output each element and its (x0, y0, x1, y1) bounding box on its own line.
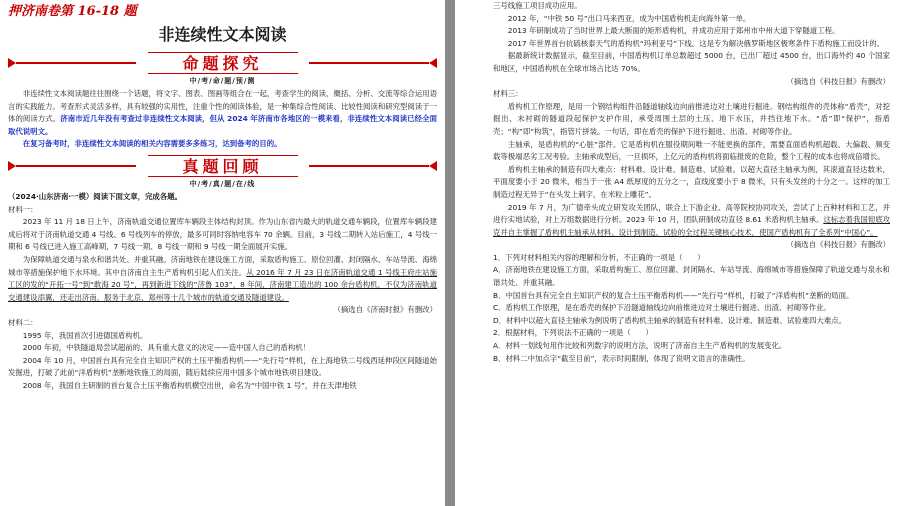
question-1-option: C．盾构机工作原理，是在盾壳的保护下沿隧道轴线边向前推进边对土壤进行掘进、出渣、衬砌等作业。 (493, 303, 831, 313)
banner-left-line (16, 165, 136, 167)
intro-text: 非连续性文本阅读题往往围绕一个话题，将文字、图表、图画等组合在一起，考查学生的阅读、概括、分析、交流等综合运用语言的实践能力。考查形式灵活多样，具有较强的实用性，注重个性的阅读体验，是一种集综合性阅读、比较性阅读和研究型阅读于一体的阅读方式。 (8, 89, 437, 124)
question-2-option: A．材料一划线句用作比较和列数字的说明方法，说明了济南自主生产盾构机的发展变化。 (493, 341, 787, 351)
material-2-line: 2008 年，我国自主研制的首台复合土压平衡盾构机横空出世，命名为“中国中铁 1 号”，并在天津地铁 (22, 380, 357, 390)
page-title: 非连续性文本阅读 (158, 25, 287, 44)
material-1-text: 为保障轨道交通与泉水和谐共处、并重其融。济南地铁在建设施工方面，采取盾构施工、原位回灌、封闭隔水、车站导流、海绵城市等措施保护地下水环境。其中自济南自主生产盾构机引起人们关注。 (8, 254, 437, 277)
banner-subtitle: 中/考/命/题/预/测 (189, 77, 256, 85)
left-page (0, 0, 445, 506)
material-3-underlined: 这标志着我国彻底攻克并自主掌握了盾构机主轴承从材料、设计到制造、试验的全过程关键核心技术，使国产盾构机有了全系列“中国心”。 (493, 215, 890, 237)
question-1-option: A．济南地铁在建设施工方面，采取盾构施工、原位回灌、封闭隔水、车站导流、海绵城市等措施保障了轨道交通与泉水和谐共处、并重其融。 (493, 265, 890, 288)
right-page (455, 0, 900, 506)
banner-right-line (309, 62, 429, 64)
material-2-line: 据最新统计数据显示，截至目前，中国盾构机订单总数超过 5000 台，已出厂超过 4500 台，出口海外约 40 个国家和地区，中国盾构机在全球市场占比达 70%。 (493, 51, 890, 73)
material-1-paragraph: 2023 年 11 月 18 日上午，济南轨道交通位置库车辆段主体结构封顶。作为山东省内最大的轨道交通车辆段，位置库车辆段建成后将对于济南轨道交通 4 号线、6 号线列车的停放，最多可同时容纳电容车 70 余辆。目前，3 号线二期转入站后施工，4 号线一期和 6 号线已进入施工高峰期，7 号线一期、8 号线一期和 9 号线一期全面展开实施。 (8, 217, 437, 252)
material-2-line: 1995 年，我国首次引进德国盾构机。 (22, 330, 148, 340)
material-3-paragraph: 盾构机工作原理，是用一个钢结构组件沿隧道轴线边向前推进边对土壤进行掘进。钢结构组件的壳体称“盾壳”，对挖掘出、未衬砌的隧道段起保护支护作用，承受周围土层的土压、地下水压，并挡住地下水。“盾”即“保护”，指盾壳；“构”即“构筑”，指管片拼装。一句话，即在盾壳的保护下进行掘进、出渣、衬砌等作业。 (493, 101, 890, 136)
banner-left-arrow (8, 161, 16, 171)
material-2-line: 三号线施工项目成功应用。 (493, 1, 582, 10)
material-3-paragraph: 主轴承，是盾构机的“心脏”部件。它是盾构机在服役期间唯一不能更换的部件，需要直面盾构机超载、大偏载、频变载等极端恶劣工况考验。主轴承成型后，一旦损坏，上亿元的盾构机将面临报废的危险，整个工程的成本也将成倍增长。 (493, 139, 890, 162)
banner-subtitle: 中/考/真/题/在/线 (189, 179, 256, 188)
material-3-paragraph: 盾构机主轴承的制造有四大难点：材料难、设计难、制造难、试验难。以超大直径主轴承为例，其滚道直径达数米，平面度要小于 20 微米，相当于一张 A4 纸厚度的五分之一，直线度要小于 8 微米，只有头发丝的十分之一。这样的加工制造过程无异于“在头发上刺字，在米粒上雕花”。 (493, 164, 890, 199)
material-1-label: 材料一： (8, 204, 38, 214)
material-2-line: 2013 年研制成功了当时世界上最大断面的矩形盾构机，并成功应用于郑州市中州大道下穿隧道工程。 (507, 26, 840, 36)
banner-title: 命题探究 (148, 52, 298, 74)
intro-advice: 在复习备考时，非连续性文本阅读的相关内容需要多多练习，达到备考的目的。 (22, 139, 282, 149)
banner-right-arrow (429, 161, 437, 171)
banner-title: 真题回顾 (148, 155, 298, 177)
material-2-line: 2017 年世界首台抗硫核泰天气的盾构机“玛利亚号”下线。这是专为解决俄罗斯地区极寒条件下盾构施工而设计的。 (507, 38, 884, 48)
material-3-source: （摘选自《科技日报》有删改） (786, 240, 890, 250)
question-1-option: B．中国首台具有完全自主知识产权的复合土压平衡盾构机——“先行号”样机，打破了“洋盾构机”垄断的局面。 (493, 290, 854, 300)
material-2-line: 2012 年，“中铁 50 号”出口马来西亚，成为中国盾构机走向海外第一单。 (507, 13, 751, 23)
banner-proposition (8, 52, 437, 74)
material-2-source: （摘选自《科技日报》有删改） (786, 76, 890, 86)
material-2-line: 2004 年 10 月，中国首台具有完全自主知识产权的土压平衡盾构机——“先行号”样机，在上海地铁二号线西延伸段区间隧道始发掘进，打破了此前“洋盾构机”垄断地铁施工的局面，随后陆续应用中国多个城市地铁项目建设。 (8, 355, 437, 378)
material-3-label: 材料三： (493, 89, 523, 99)
exam-header: 押济南卷第 16-18 题 (8, 4, 137, 19)
banner-past-exams (8, 155, 437, 177)
material-3-text: 2019 年 7 月，为广德牵头成立研发攻关团队，联合上下游企业、高等院校协同攻关，尝试了上百种材料和工艺，并进行实地试验，对上万组数据进行分析。2023 年 10 月，团队研制成功直径 8.61 米盾构机主轴承。 (493, 202, 890, 225)
intro-paragraph (8, 88, 437, 138)
banner-left-arrow (8, 58, 16, 68)
question-2: 2．根据材料，下列说法不正确的一项是（ ） (493, 328, 653, 338)
material-1-source: （摘选自《济南时报》有删改） (333, 305, 437, 315)
material-1-paragraph (8, 254, 437, 304)
question-2-option: B．材料二中加点字“截至目前”，表示时间限制，体现了说明文语言的准确性。 (493, 353, 750, 363)
question-intro: （2024·山东济南·一模）阅读下面文章，完成各题。 (8, 191, 182, 201)
material-2-label: 材料二： (8, 317, 38, 327)
banner-left-line (16, 62, 136, 64)
banner-right-arrow (429, 58, 437, 68)
question-1: 1．下列对材料相关内容的理解和分析，不正确的一项是（ ） (493, 252, 705, 262)
material-1-underlined: 从 2016 年 7 月 23 日在济南轨道交通 1 号线王府庄站施工区的发的“开拓一号”到“敢海 20 号”，再到新进下线的“济鲁 103”，8 年间，济南建工造出的 100 余台盾构机，不仅为济南轨道交通建设添翼，还走出济南，服务于北京、郑州等十几个城市的轨道交通及隧道建设。 (8, 267, 437, 302)
material-3-paragraph (493, 202, 890, 240)
question-1-option: D．材料中以超大直径主轴承为例说明了盾构机主轴承的制造有材料难、设计难、制造难、试验难四大难点。 (493, 315, 847, 325)
banner-right-line (309, 165, 429, 167)
intro-highlight: 济南市近几年没有考查过非连续性文本阅读，但从 2024 年济南市各地区的一模来看，非连续性文本阅读已经全面取代说明文。 (8, 114, 437, 136)
material-2-line: 2000 年初，中铁隧道局尝试超前的、具有重大意义的决定——造中国人自己的盾构机！ (22, 343, 311, 353)
